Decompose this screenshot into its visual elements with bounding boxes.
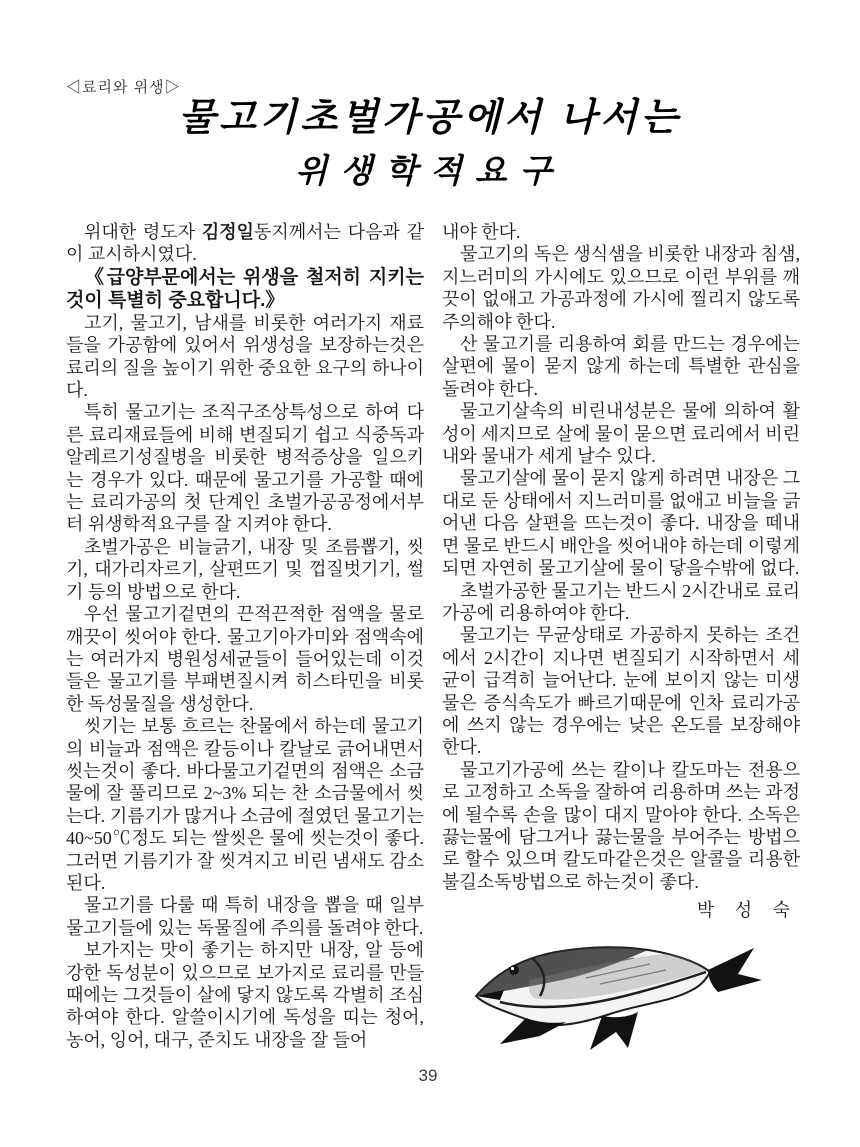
- leader-name: 김정일: [201, 222, 254, 242]
- paragraph: 초벌가공은 비늘긁기, 내장 및 조름뽑기, 씻기, 대가리자르기, 살편뜨기 및 껍질벗기기, 썰기 등의 방법으로 한다.: [66, 536, 424, 602]
- paragraph: 물고기의 독은 생식샘을 비롯한 내장과 침샘, 지느러미의 가시에도 있으므로 이런 부위를 깨끗이 없애고 가공과정에 가시에 찔리지 않도록 주의해야 한다.: [442, 244, 800, 332]
- paragraph: 씻기는 보통 흐르는 찬물에서 하는데 물고기의 비늘과 점액은 칼등이나 칼날로 긁어내면서 씻는것이 좋다. 바다물고기겉면의 점액은 소금물에 잘 풀리므로 2~3% 되는 찬 소금물에서 씻는다. 기름기가 많거나 소금에 절였던 물고기는 40~50℃정도 되는 쌀씻은 물에 씻는것이 좋다. 그러면 기름기가 잘 씻겨지고 비린 냄새도 감소된다.: [66, 716, 424, 893]
- article-title: [0, 98, 860, 189]
- paragraph: 물고기가공에 쓰는 칼이나 칼도마는 전용으로 고정하고 소독을 잘하여 리용하며 쓰는 과정에 될수록 손을 많이 대지 말아야 한다. 소독은 끓는물에 담그거나 끓는물을 부어주는 방법으로 할수 있으며 칼도마같은것은 알콜을 리용한 불길소독방법으로 하는것이 좋다.: [442, 759, 800, 892]
- fish-eye: [509, 965, 519, 975]
- paragraph: 우선 물고기겉면의 끈적끈적한 점액을 물로 깨끗이 씻어야 한다. 물고기아가미와 점액속에는 여러가지 병원성세균들이 들어있는데 이것들은 물고기를 부패변질시켜 히스타민을 비롯한 독성물질을 생성한다.: [66, 604, 424, 714]
- fish-tail-fin: [708, 948, 762, 992]
- paragraph: 보가지는 맛이 좋기는 하지만 내장, 알 등에 강한 독성분이 있으므로 보가지로 료리를 만들 때에는 그것들이 살에 닿지 않도록 각별히 조심하여야 한다. 알쓸이시기에 독성을 띠는 청어, 농어, 잉어, 대구, 준치도 내장을 잘 들어: [66, 940, 424, 1050]
- paragraph: 산 물고기를 리용하여 회를 만드는 경우에는 살편에 물이 묻지 않게 하는데 특별한 관심을 돌려야 한다.: [442, 334, 800, 399]
- author-signature: 박 성 숙: [696, 900, 798, 921]
- title-line-1: 물고기초벌가공에서 나서는: [178, 97, 682, 139]
- left-column: [66, 221, 424, 1081]
- fish-illustration: [470, 940, 770, 1058]
- fish-eye-highlight: [511, 967, 514, 970]
- section-label: ◁료리와 위생▷: [66, 79, 181, 96]
- paragraph: 물고기는 무균상태로 가공하지 못하는 조건에서 2시간이 지나면 변질되기 시작하면서 세균이 급격히 늘어난다. 눈에 보이지 않는 미생물은 증식속도가 빠르기때문에 인차 료리가공에 쓰지 않는 경우에는 낮은 온도를 보장해야 한다.: [442, 625, 800, 758]
- title-line-2: 위생학적요구: [295, 151, 565, 189]
- paragraph: 물고기살에 물이 묻지 않게 하려면 내장은 그대로 둔 상태에서 지느러미를 없애고 비늘을 긁어낸 다음 살편을 뜨는것이 좋다. 내장을 떼내면 물로 반드시 배안을 씻어내야 하는데 이렇게 되면 자연히 물고기살에 물이 닿을수밖에 없다.: [442, 468, 800, 579]
- paragraph: 고기, 물고기, 남새를 비롯한 여러가지 재료들을 가공함에 있어서 위생성을 보장하는것은 료리의 질을 높이기 위한 중요한 요구의 하나이다.: [66, 312, 424, 401]
- intro-paragraph: [66, 221, 424, 266]
- paragraph: 물고기를 다룰 때 특히 내장을 뽑을 때 일부 물고기들에 있는 독물질에 주의를 돌려야 한다.: [66, 895, 424, 938]
- page-number: 39: [418, 1066, 438, 1085]
- intro-suffix: 동지께서는 다음과 같이 교시하시였다.: [66, 222, 424, 265]
- paragraph: 물고기살속의 비린내성분은 물에 의하여 활성이 세지므로 살에 물이 묻으면 료리에서 비린내와 물내가 세게 날수 있다.: [442, 401, 800, 467]
- intro-prefix: 위대한 령도자: [84, 222, 202, 242]
- paragraph-continuation: 내야 한다.: [442, 222, 521, 242]
- paragraph: 초벌가공한 물고기는 반드시 2시간내로 료리가공에 리용하여야 한다.: [442, 580, 800, 623]
- paragraph: 특히 물고기는 조직구조상특성으로 하여 다른 료리재료들에 비해 변질되기 쉽고 식중독과 알레르기성질병을 비롯한 병적증상을 일으키는 경우가 있다. 때문에 물고기를 가공할 때에는 료리가공의 첫 단계인 초벌가공공정에서부터 위생학적요구를 잘 지켜야 한다.: [66, 402, 424, 535]
- leader-quote: 《급양부문에서는 위생을 철저히 지키는것이 특별히 중요합니다.》: [66, 266, 424, 311]
